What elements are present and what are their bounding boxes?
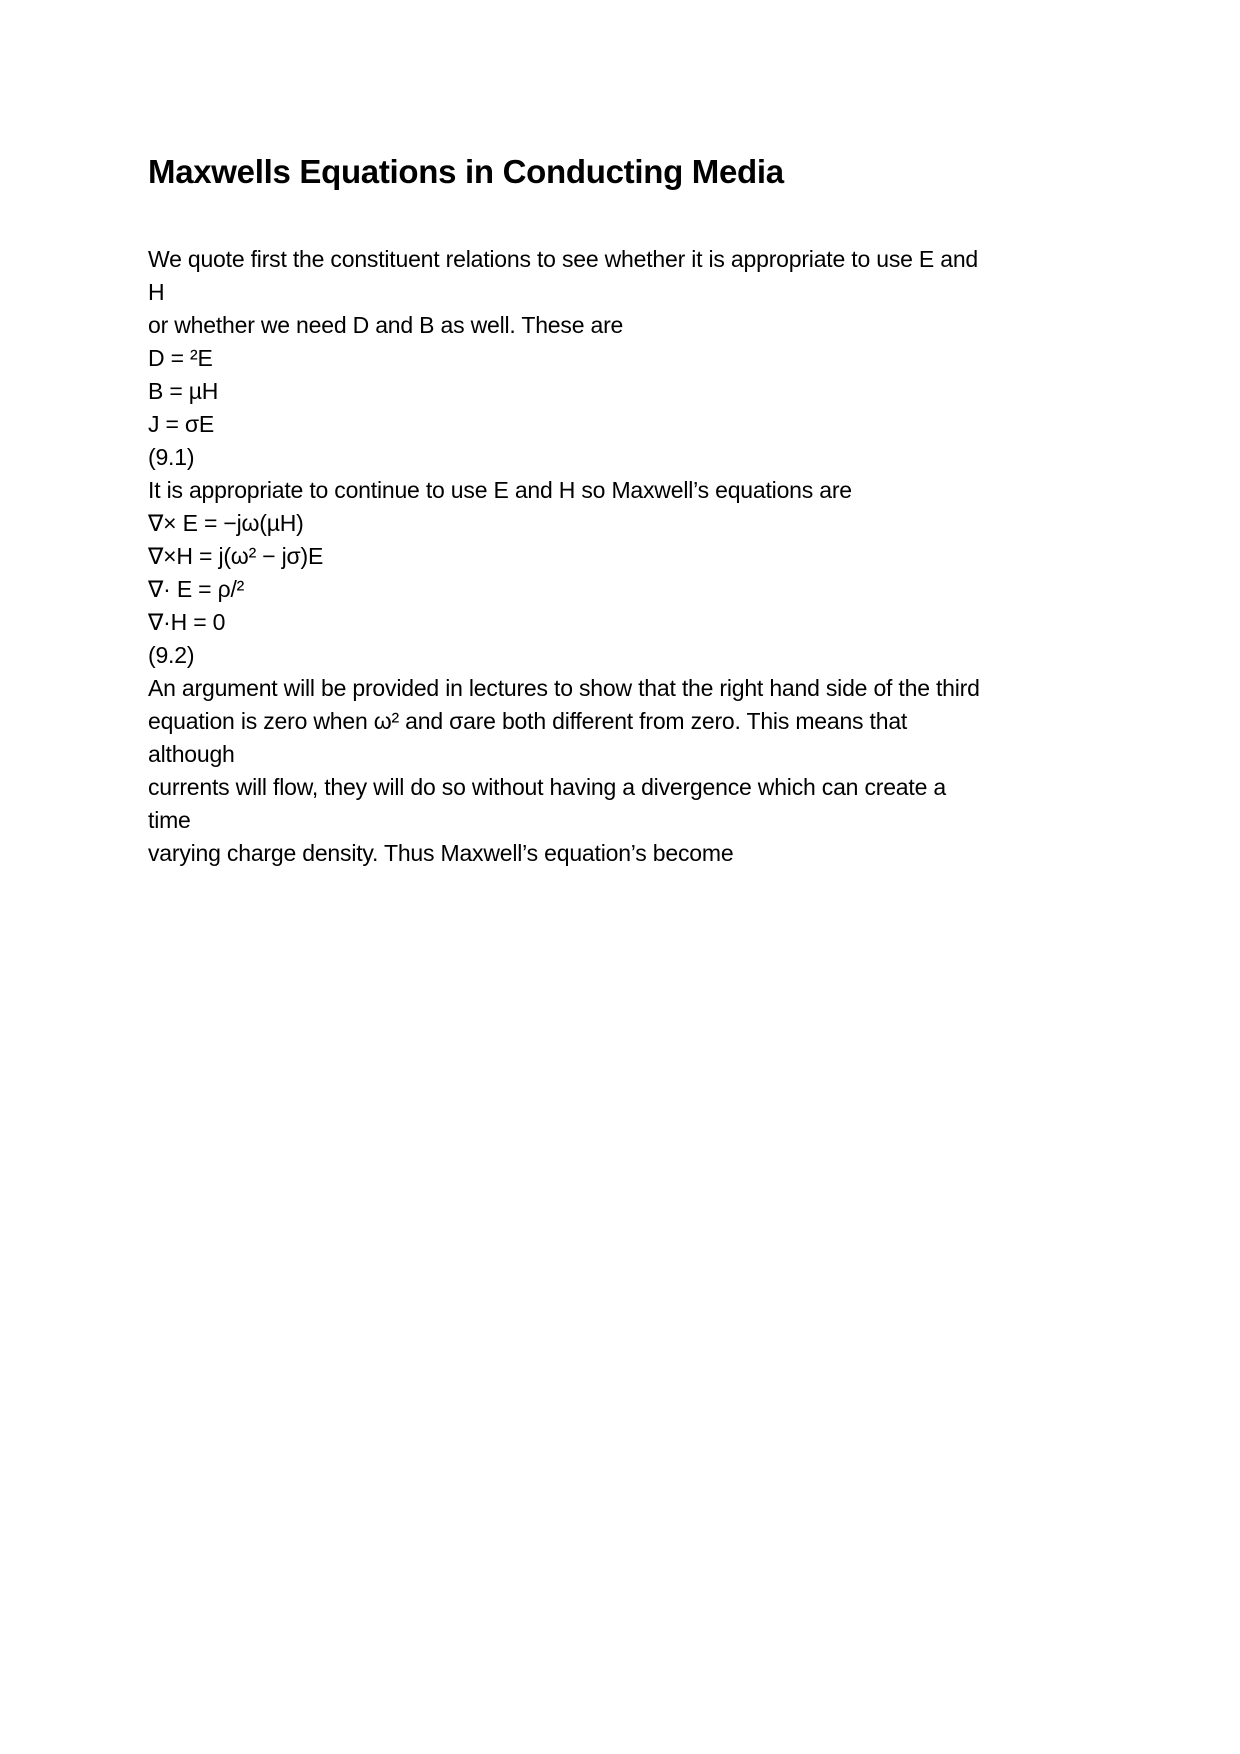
text-line: although (148, 741, 235, 767)
equation-number: (9.2) (148, 642, 195, 668)
equation-line: J = σE (148, 411, 215, 437)
equation-line: ∇· E = ρ/² (148, 576, 245, 602)
text-line: time (148, 807, 191, 833)
equation-line: ∇×H = j(ω² − jσ)E (148, 543, 324, 569)
text-line: varying charge density. Thus Maxwell’s equation’s become (148, 840, 734, 866)
page-title: Maxwells Equations in Conducting Media (148, 153, 784, 190)
text-line: It is appropriate to continue to use E and H so Maxwell’s equations are (148, 477, 852, 503)
text-line: We quote first the constituent relations to see whether it is appropriate to use E and (148, 246, 979, 272)
text-line: or whether we need D and B as well. These are (148, 312, 624, 338)
equation-line: ∇·H = 0 (148, 609, 226, 635)
text-line: equation is zero when ω² and σare both different from zero. This means that (148, 708, 908, 734)
body-text (148, 243, 1098, 870)
text-line: currents will flow, they will do so without having a divergence which can create a (148, 774, 946, 800)
equation-line: D = ²E (148, 345, 213, 371)
equation-line: ∇× E = −jω(µH) (148, 510, 304, 536)
text-line: H (148, 279, 165, 305)
equation-line: B = µH (148, 378, 219, 404)
equation-number: (9.1) (148, 444, 195, 470)
text-line: An argument will be provided in lectures to show that the right hand side of the third (148, 675, 980, 701)
